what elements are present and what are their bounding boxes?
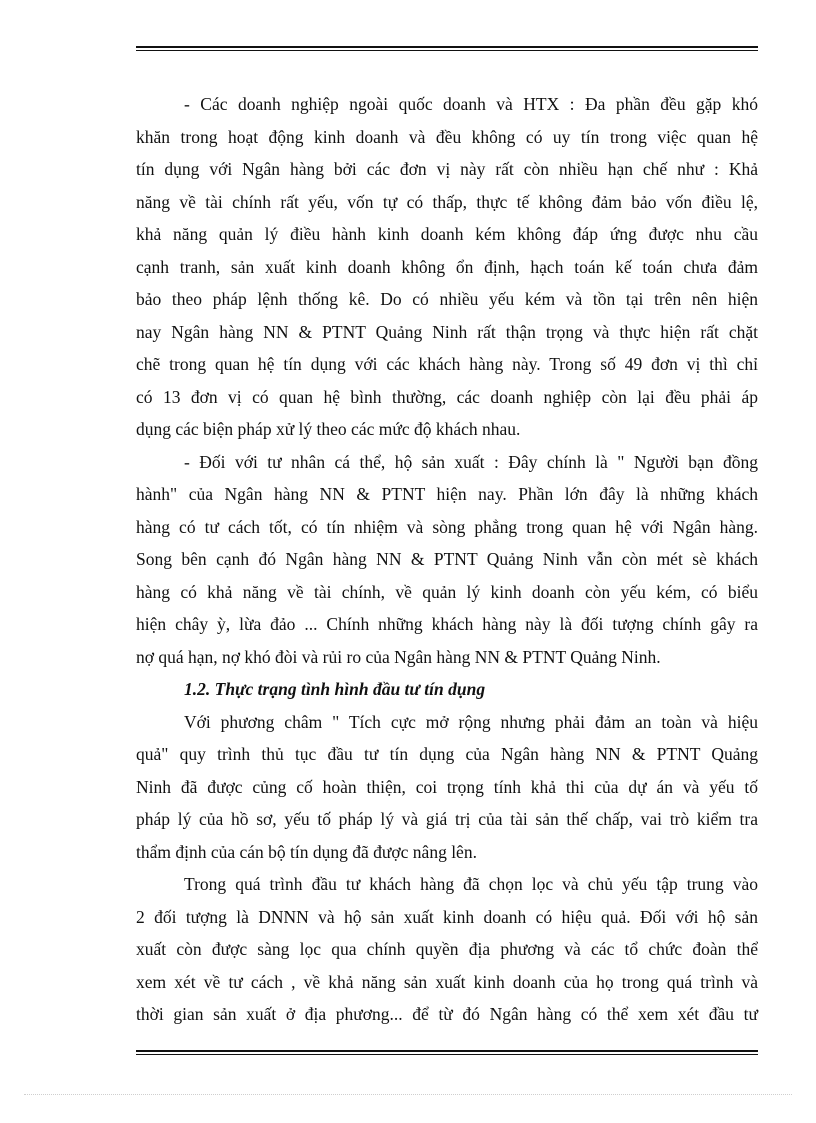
paragraph-line: pháp lý của hồ sơ, yếu tố pháp lý và giá trị của tài sản thế chấp, vai trò kiểm tra xyxy=(136,809,758,829)
paragraph-line: Với phương châm " Tích cực mở rộng nhưng phải đảm an toàn và hiệu xyxy=(184,711,758,732)
paragraph-line: hàng có khả năng về tài chính, về quản lý kinh doanh còn yếu kém, có biểu xyxy=(136,581,758,602)
paragraph-line: Trong quá trình đầu tư khách hàng đã chọn lọc và chủ yếu tập trung vào xyxy=(184,874,758,894)
paragraph-line: chẽ trong quan hệ tín dụng với các khách hàng này. Trong số 49 đơn vị thì chỉ xyxy=(136,354,758,374)
paragraph-line: hành" của Ngân hàng NN & PTNT hiện nay. Phần lớn đây là những khách xyxy=(136,484,758,504)
paragraph-line: - Các doanh nghiệp ngoài quốc doanh và HTX : Đa phần đều gặp khó xyxy=(184,94,758,114)
paragraph-line: cạnh tranh, sản xuất kinh doanh không ổn định, hạch toán kế toán chưa đảm xyxy=(136,256,758,277)
section-heading: 1.2. Thực trạng tình hình đầu tư tín dụng xyxy=(184,679,486,699)
paragraph-line: nay Ngân hàng NN & PTNT Quảng Ninh rất thận trọng và thực hiện rất chặt xyxy=(136,321,758,342)
paragraph-line: xem xét về tư cách , về khả năng sản xuất kinh doanh của họ trong quá trình và xyxy=(136,971,758,992)
header-rule xyxy=(136,46,758,51)
paragraph-line: khăn trong hoạt động kinh doanh và đều không có uy tín trong việc quan hệ xyxy=(136,126,758,147)
footer-rule xyxy=(136,1050,758,1055)
document-body xyxy=(136,88,758,1031)
paragraph-line: có 13 đơn vị có quan hệ bình thường, các doanh nghiệp còn lại đều phải áp xyxy=(136,386,758,407)
page-edge-divider xyxy=(24,1094,792,1095)
paragraph-line: nợ quá hạn, nợ khó đòi và rủi ro của Ngân hàng NN & PTNT Quảng Ninh. xyxy=(136,646,661,667)
paragraph-line: thời gian sản xuất ở địa phương... để từ đó Ngân hàng có thể xem xét đầu tư xyxy=(136,1004,758,1024)
paragraph-line: Ninh đã được củng cố hoàn thiện, coi trọng tính khả thi của dự án và yếu tố xyxy=(136,776,758,797)
paragraph-line: thẩm định của cán bộ tín dụng đã được nâng lên. xyxy=(136,841,477,862)
paragraph-line: 2 đối tượng là DNNN và hộ sản xuất kinh doanh có hiệu quả. Đối với hộ sản xyxy=(136,906,758,927)
paragraph-line: tín dụng với Ngân hàng bởi các đơn vị này rất còn nhiều hạn chế như : Khả xyxy=(136,159,758,179)
paragraph-line: bảo theo pháp lệnh thống kê. Do có nhiều yếu kém và tồn tại trên nên hiện xyxy=(136,289,758,309)
paragraph-line: năng về tài chính rất yếu, vốn tự có thấp, thực tế không đảm bảo vốn điều lệ, xyxy=(136,191,758,212)
paragraph-line: khả năng quản lý điều hành kinh doanh kém không đáp ứng được nhu cầu xyxy=(136,224,758,244)
paragraph-line: dụng các biện pháp xử lý theo các mức độ khách nhau. xyxy=(136,419,521,439)
paragraph-line: quả" quy trình thủ tục đầu tư tín dụng của Ngân hàng NN & PTNT Quảng xyxy=(136,744,758,764)
paragraph-line: Song bên cạnh đó Ngân hàng NN & PTNT Quảng Ninh vẫn còn mét sè khách xyxy=(136,549,758,569)
paragraph-line: - Đối với tư nhân cá thể, hộ sản xuất : Đây chính là " Người bạn đồng xyxy=(184,451,758,472)
paragraph-line: hàng có tư cách tốt, có tín nhiệm và sòng phẳng trong quan hệ với Ngân hàng. xyxy=(136,516,758,537)
paragraph-line: xuất còn được sàng lọc qua chính quyền địa phương và các tổ chức đoàn thể xyxy=(136,939,758,959)
paragraph-line: hiện chây ỳ, lừa đảo ... Chính những khách hàng này là đối tượng chính gây ra xyxy=(136,614,758,634)
